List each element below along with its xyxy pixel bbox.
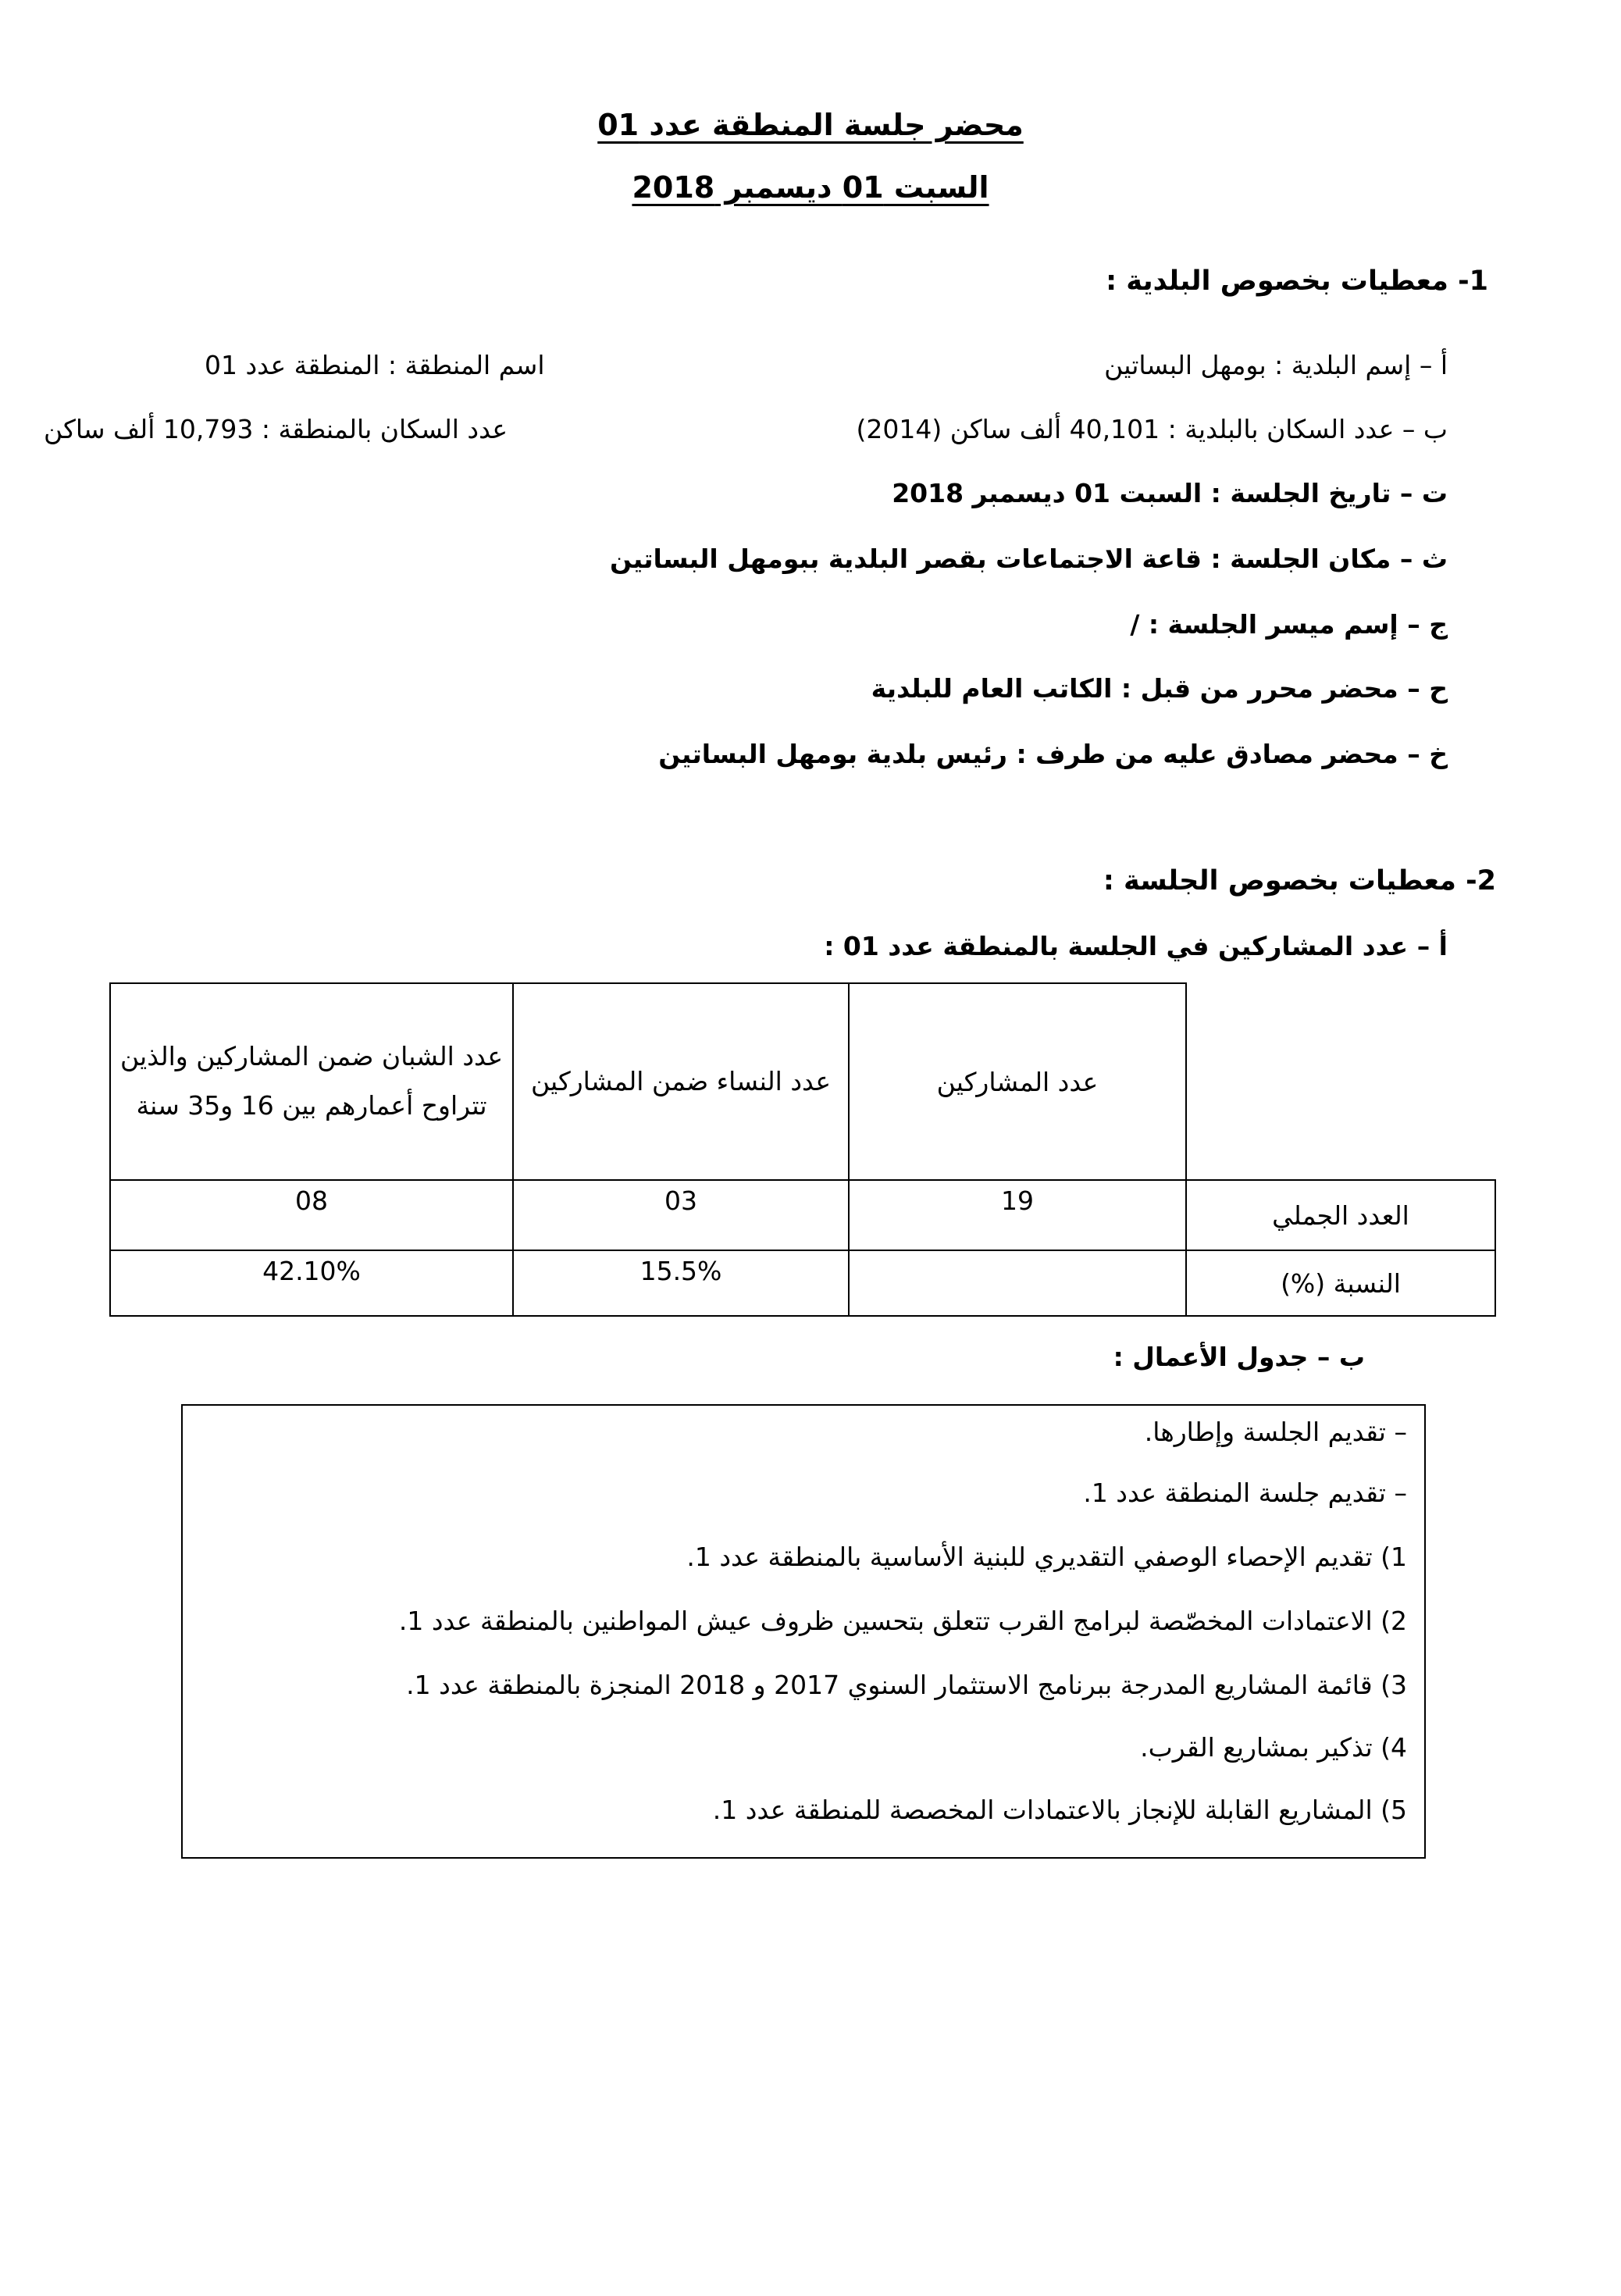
table-row xyxy=(110,1180,1495,1250)
row-label-percent: النسبة (%) xyxy=(1186,1250,1495,1316)
cell-percent-women: 15.5% xyxy=(513,1250,849,1316)
agenda-subheading: ب – جدول الأعمال : xyxy=(1113,1342,1365,1372)
session-location: ث – مكان الجلسة : قاعة الاجتماعات بقصر البلدية ببومهل البساتين xyxy=(610,544,1448,574)
cell-total-youth: 08 xyxy=(110,1180,513,1250)
agenda-item: – تقديم الجلسة وإطارها. xyxy=(1144,1417,1407,1447)
report-writer: ح – محضر محرر من قبل : الكاتب العام للبلدية xyxy=(871,673,1448,704)
municipality-name: أ – إسم البلدية : بومهل البساتين xyxy=(1104,350,1448,380)
cell-percent-participants xyxy=(849,1250,1186,1316)
header-youth: عدد الشبان ضمن المشاركين والذين تتراوح أعمارهم بين 16 و35 سنة xyxy=(110,983,513,1180)
agenda-item: 3) قائمة المشاريع المدرجة ببرنامج الاستثمار السنوي 2017 و 2018 المنجزة بالمنطقة عدد 1. xyxy=(406,1670,1407,1700)
cell-total-participants: 19 xyxy=(849,1180,1186,1250)
zone-population: عدد السكان بالمنطقة : 10,793 ألف ساكن xyxy=(44,414,508,444)
session-date: ت – تاريخ الجلسة : السبت 01 ديسمبر 2018 xyxy=(892,478,1448,508)
agenda-item: 1) تقديم الإحصاء الوصفي التقديري للبنية الأساسية بالمنطقة عدد 1. xyxy=(686,1542,1407,1572)
page-title: محضر جلسة المنطقة عدد 01 xyxy=(597,108,1024,142)
header-women: عدد النساء ضمن المشاركين xyxy=(513,983,849,1180)
report-approver: خ – محضر مصادق عليه من طرف : رئيس بلدية بومهل البساتين xyxy=(658,739,1448,769)
municipality-population: ب – عدد السكان بالبلدية : 40,101 ألف ساكن (2014) xyxy=(856,414,1448,444)
session-facilitator: ج – إسم ميسر الجلسة : / xyxy=(1130,609,1448,640)
table-row xyxy=(110,1250,1495,1316)
table-corner-cell xyxy=(1186,983,1495,1180)
participants-table xyxy=(109,982,1496,1317)
participants-subheading: أ – عدد المشاركين في الجلسة بالمنطقة عدد 01 : xyxy=(824,931,1448,961)
agenda-item: 4) تذكير بمشاريع القرب. xyxy=(1140,1732,1407,1763)
agenda-item: 2) الاعتمادات المخصّصة لبرامج القرب تتعلق بتحسين ظروف عيش المواطنين بالمنطقة عدد 1. xyxy=(398,1606,1407,1636)
table-header-row xyxy=(110,983,1495,1180)
section2-heading: 2- معطيات بخصوص الجلسة : xyxy=(1103,865,1496,897)
cell-percent-youth: 42.10% xyxy=(110,1250,513,1316)
cell-total-women: 03 xyxy=(513,1180,849,1250)
row-label-total: العدد الجملي xyxy=(1186,1180,1495,1250)
header-participants: عدد المشاركين xyxy=(849,983,1186,1180)
section1-heading: 1- معطيات بخصوص البلدية : xyxy=(1106,266,1488,297)
page-date: السبت 01 ديسمبر 2018 xyxy=(632,170,989,205)
agenda-item: – تقديم جلسة المنطقة عدد 1. xyxy=(1083,1478,1407,1508)
agenda-item: 5) المشاريع القابلة للإنجاز بالاعتمادات المخصصة للمنطقة عدد 1. xyxy=(712,1795,1407,1825)
agenda-box xyxy=(181,1404,1426,1859)
zone-name: اسم المنطقة : المنطقة عدد 01 xyxy=(205,350,545,380)
